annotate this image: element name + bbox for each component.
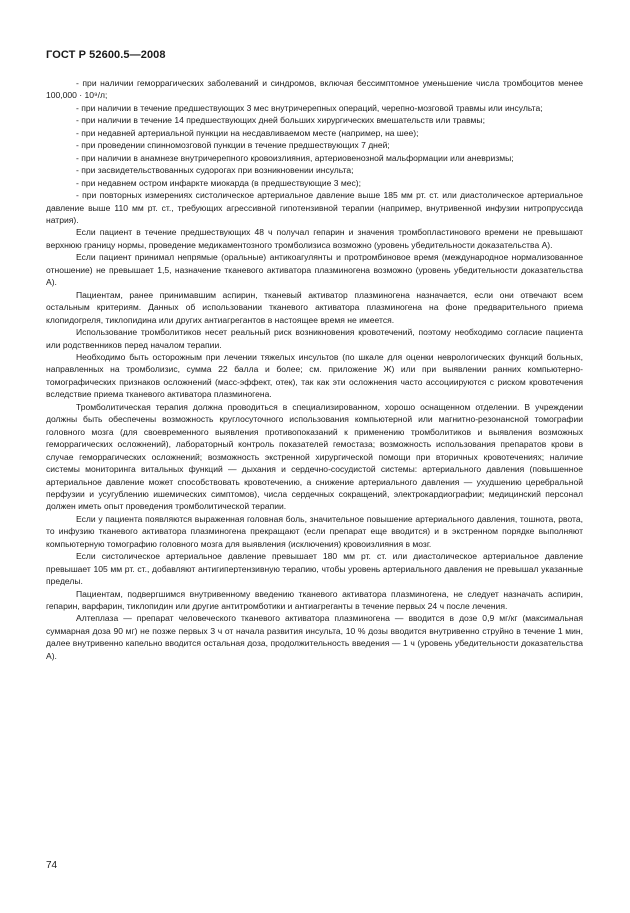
paragraph: Тромболитическая терапия должна проводиться в специализированном, хорошо оснащенном отделении. В учреждении должны быть обеспечены возможность круглосуточного использования компьютерной или магнитно-резонансной томографии головного мозга (для своевременного выявления противопоказаний к применению тромболитиков и выявления возможных геморрагических осложнений), лабораторный контроль показателей гемостаза; возможность использования препаратов крови в случае геморрагических осложнений; возможность экстренной хирургической помощи при вторичных кровотечениях; наличие системы мониторинга витальных функций — дыхания и сердечно-сосудистой системы: артериального давления (повышенное артериальное давление может способствовать кровотечению, а снижение артериального давления — ухудшению церебральной перфузии и усугублению ишемических симптомов), числа сердечных сокращений, электрокардиографии; медицинский персонал должен иметь опыт проведения тромболитической терапии.	[46, 401, 583, 512]
document-header: ГОСТ Р 52600.5—2008	[46, 49, 166, 61]
paragraph: Если пациент в течение предшествующих 48 ч получал гепарин и значения тромбопластинового времени не превышают верхнюю границу нормы, проведение медикаментозного тромболизиса возможно (уровень убедительности доказательства А).	[46, 227, 583, 250]
page-number: 74	[46, 860, 58, 871]
list-item: - при наличии в течение предшествующих 3 мес внутричерепных операций, черепно-мозговой травмы или инсульта;	[76, 102, 543, 113]
list-item: - при недавней артериальной пункции на несдавливаемом месте (например, на шее);	[76, 127, 419, 138]
list-item: - при засвидетельствованных судорогах при возникновении инсульта;	[76, 165, 354, 176]
list-item: - при проведении спинномозговой пункции в течение предшествующих 7 дней;	[76, 140, 390, 151]
paragraph: Если систолическое артериальное давление превышает 180 мм рт. ст. или диастолическое артериальное давление превышает 105 мм рт. ст., добавляют антигипертензивную терапию, чтобы уровень артериального давления не превышал указанные пределы.	[46, 551, 583, 587]
list-item: - при наличии в течение 14 предшествующих дней больших хирургических вмешательств или травмы;	[76, 115, 485, 126]
list-item: - при повторных измерениях систолическое артериальное давление выше 185 мм рт. ст. или диастолическое артериальное давление выше 110 мм рт. ст., требующих агрессивной гипотензивной терапии (например, внутривенной инфузии нитропруссида натрия).	[46, 190, 583, 225]
paragraph: Пациентам, подвергшимся внутривенному введению тканевого активатора плазминогена, не следует назначать аспирин, гепарин, варфарин, тиклопидин или другие антитромботики и антиагреганты в течение первых 24 ч после лечения.	[46, 588, 583, 612]
paragraph: Пациентам, ранее принимавшим аспирин, тканевый активатор плазминогена назначается, если они отвечают всем остальным критериям. Данных об использовании тканевого активатора плазминогена на фоне предварительного приема клопидогреля, тиклопидина или других антиагрегантов в настоящее время не имеется.	[46, 289, 583, 325]
paragraph: Алтеплаза — препарат человеческого тканевого активатора плазминогена — вводится в дозе 0,9 мг/кг (максимальная суммарная доза 90 мг) не позже первых 3 ч от начала развития инсульта, 10 % дозы вводится внутривенно струйно в течение 1 мин, далее внутривенно капельно вводится остальная доза, продолжительность введения — 1 ч (уровень убедительности доказательства А).	[46, 613, 583, 661]
paragraph: Использование тромболитиков несет реальный риск возникновения кровотечений, поэтому необходимо согласие пациента или родственников перед началом терапии.	[46, 327, 583, 350]
list-item: - при недавнем остром инфаркте миокарда (в предшествующие 3 мес);	[76, 177, 362, 188]
list-item: - при наличии в анамнезе внутричерепного кровоизлияния, артериовенозной мальформации или аневризмы;	[76, 152, 514, 163]
paragraph: Если пациент принимал непрямые (оральные) антикоагулянты и протромбиновое время (международное нормализованное отношение) не превышает 1,5, назначение тканевого активатора плазминогена возможно (уровень убедительности доказательства А).	[46, 252, 583, 288]
document-body	[46, 77, 583, 662]
paragraph: Если у пациента появляются выраженная головная боль, значительное повышение артериального давления, тошнота, рвота, то инфузию тканевого активатора плазминогена прекращают (если препарат еще вводится) и в экстренном порядке выполняют компьютерную томографию головного мозга для выявления (исключения) кровоизлияния в мозг.	[46, 513, 583, 549]
paragraph: Необходимо быть осторожным при лечении тяжелых инсультов (по шкале для оценки неврологических функций больных, направленных на тромболизис, сумма 22 балла и более; см. приложение Ж) или при выявлении ранних компьютерно-томографических признаков осложнений (масс-эффект, отек), так как эти осложнения часто ассоциируются с риском кровотечения вследствие приема тканевого активатора плазминогена.	[46, 351, 583, 400]
list-item: - при наличии геморрагических заболеваний и синдромов, включая бессимптомное уменьшение числа тромбоцитов менее 100,000 · 10⁹/л;	[46, 78, 583, 101]
